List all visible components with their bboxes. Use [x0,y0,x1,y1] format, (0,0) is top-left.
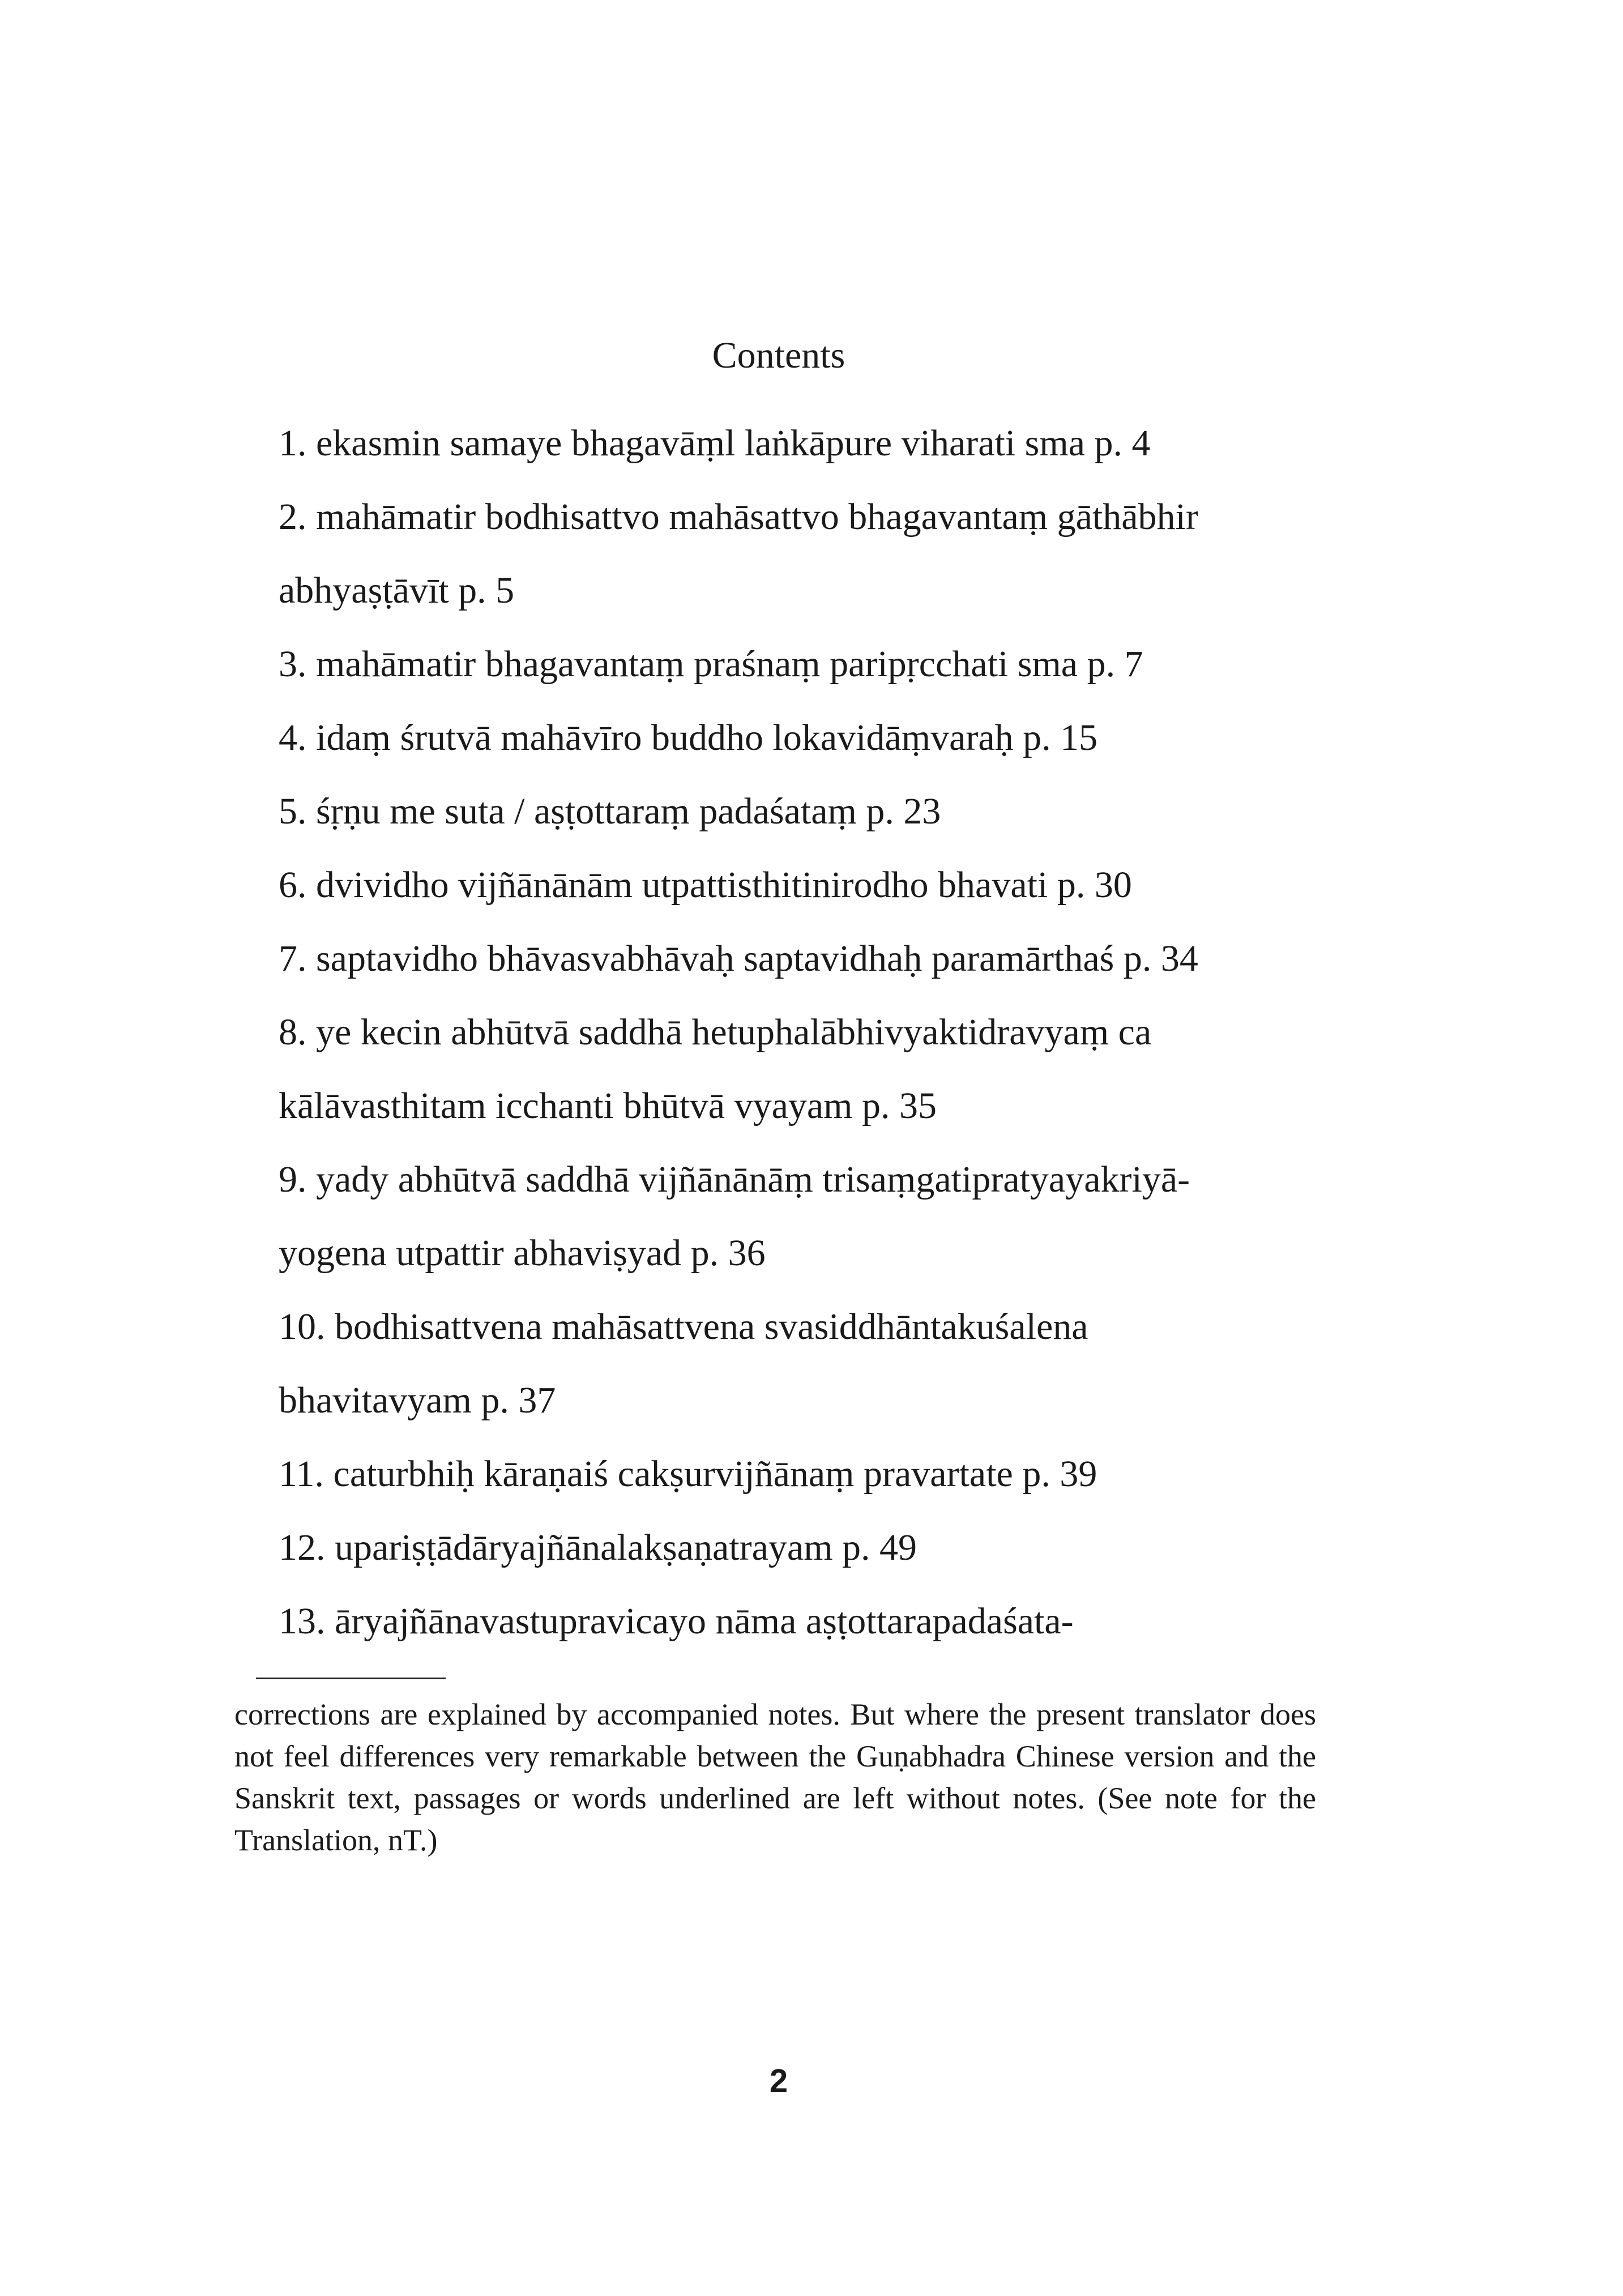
toc-entry-8 [279,996,1315,1143]
table-of-contents [279,407,1315,1658]
toc-entry-2-line-2: abhyaṣṭāvīt p. 5 [279,570,515,611]
toc-entry-2-line-1: 2. mahāmatir bodhisattvo mahāsattvo bhagavantaṃ gāthābhir [279,496,1198,537]
toc-entry-1: 1. ekasmin samaye bhagavāṃl laṅkāpure viharati sma p. 4 [279,423,1151,464]
toc-entry-9 [279,1143,1315,1290]
toc-entry-6: 6. dvividho vijñānānām utpattisthitinirodho bhavati p. 30 [279,864,1132,906]
toc-entry-5: 5. śṛṇu me suta / aṣṭottaraṃ padaśataṃ p. 23 [279,791,941,832]
toc-entry-7: 7. saptavidho bhāvasvabhāvaḥ saptavidhaḥ paramārthaś p. 34 [279,938,1198,979]
toc-entry-9-line-1: 9. yady abhūtvā saddhā vijñānānāṃ trisaṃgatipratyayakriyā- [279,1159,1190,1200]
toc-entry-11: 11. caturbhiḥ kāraṇaiś cakṣurvijñānaṃ pravartate p. 39 [279,1453,1097,1495]
toc-entry-3: 3. mahāmatir bhagavantaṃ praśnaṃ paripṛcchati sma p. 7 [279,643,1143,685]
toc-entry-12: 12. upariṣṭādāryajñānalakṣaṇatrayam p. 49 [279,1527,917,1568]
toc-entry-2 [279,480,1315,628]
footnote-separator [256,1678,446,1679]
footnote-text: corrections are explained by accompanied notes. But where the present translator does not feel differences very remarkable between the Guṇabhadra Chinese version and the Sanskrit text, passages or words underlined are left without notes. (See note for the Translation, nT.) [234,1697,1316,1857]
toc-entry-10 [279,1290,1315,1437]
toc-entry-8-line-2: kālāvasthitam icchanti bhūtvā vyayam p. 35 [279,1085,937,1126]
toc-entry-8-line-1: 8. ye kecin abhūtvā saddhā hetuphalābhivyaktidravyaṃ ca [279,1012,1152,1053]
toc-entry-4: 4. idaṃ śrutvā mahāvīro buddho lokavidāṃvaraḥ p. 15 [279,717,1098,758]
page-number: 2 [769,2063,788,2099]
toc-entry-9-line-2: yogena utpattir abhaviṣyad p. 36 [279,1232,766,1274]
toc-entry-10-line-1: 10. bodhisattvena mahāsattvena svasiddhāntakuśalena [279,1306,1088,1347]
toc-entry-10-line-2: bhavitavyam p. 37 [279,1380,556,1421]
toc-entry-13: 13. āryajñānavastupravicayo nāma aṣṭottarapadaśata- [279,1601,1074,1642]
contents-title: Contents [712,335,845,376]
